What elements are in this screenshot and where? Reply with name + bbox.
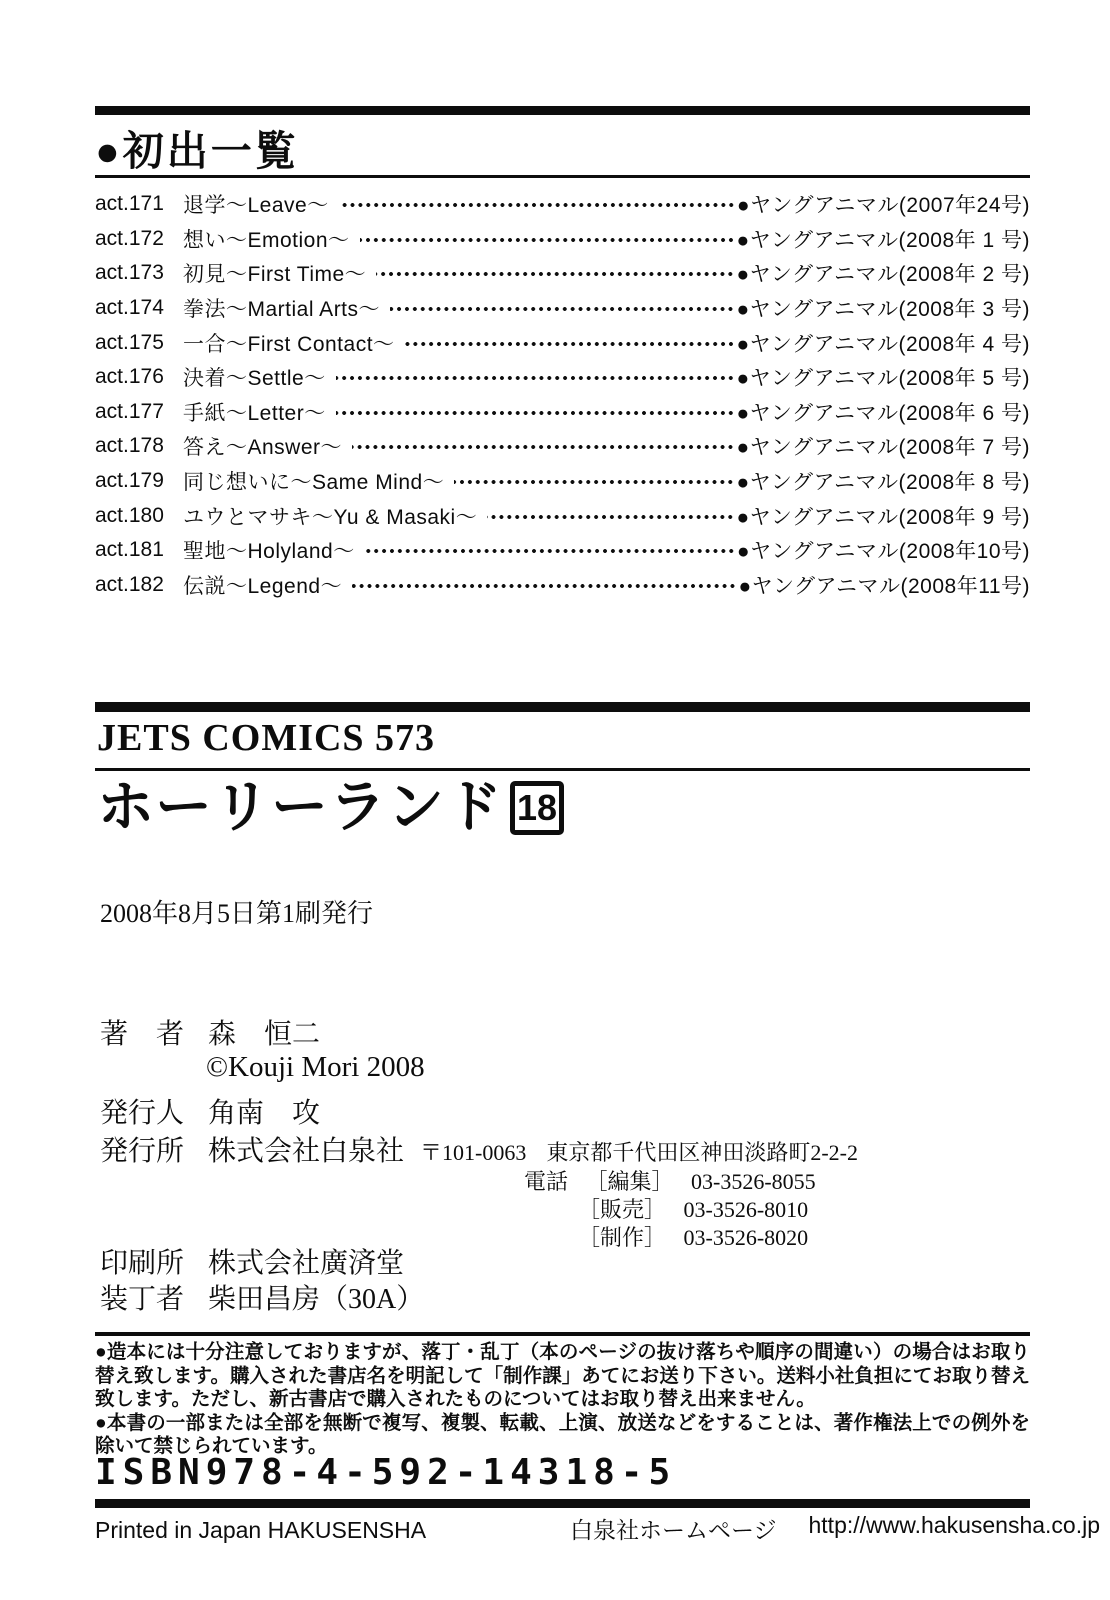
magazine-source <box>736 501 1030 531</box>
notice-paragraph: ●造本には十分注意しておりますが、落丁・乱丁（本のページの抜け落ちや順序の間違い）の場合はお取り替え致します。購入された書店名を明記して「制作課」あてにお送り下さい。送料小社負担にてお取り替え致します。ただし、新古書店で購入されたものについてはお取り替え出来ません。 <box>95 1342 1030 1411</box>
dot-leader <box>339 200 735 210</box>
top-divider-bar <box>95 106 1030 115</box>
magazine-text: ヤングアニマル(2008年10号) <box>750 540 1030 564</box>
notice-rule <box>95 1332 1030 1336</box>
act-number: act.177 <box>95 399 164 423</box>
bullet-icon: ● <box>736 228 750 252</box>
chapter-row <box>95 395 1030 430</box>
magazine-text: ヤングアニマル(2008年 9 号) <box>749 505 1030 529</box>
tel-production-row <box>578 1221 808 1252</box>
series-imprint: JETS COMICS 573 <box>97 717 436 759</box>
designer-label: 装丁者 <box>100 1284 185 1315</box>
homepage-url: http://www.hakusensha.co.jp <box>808 1512 1100 1538</box>
dot-leader <box>405 339 735 349</box>
act-number: act.178 <box>95 434 164 458</box>
dot-leader <box>454 477 734 487</box>
tel-dept: ［販売］ <box>578 1197 667 1222</box>
magazine-text: ヤングアニマル(2008年 5 号) <box>749 367 1030 391</box>
printer-label: 印刷所 <box>100 1248 185 1279</box>
magazine-text: ヤングアニマル(2008年11号) <box>751 574 1030 598</box>
tel-number: 03-3526-8010 <box>683 1197 809 1222</box>
printed-in-japan: Printed in Japan HAKUSENSHA <box>95 1517 427 1543</box>
designer-name: 柴田昌房（30A） <box>208 1284 425 1315</box>
isbn: ISBN978-4-592-14318-5 <box>95 1452 677 1493</box>
bullet-icon: ● <box>736 367 750 391</box>
bullet-icon: ● <box>736 263 750 287</box>
tel-number: 03-3526-8020 <box>683 1225 809 1250</box>
act-number: act.174 <box>95 296 164 320</box>
magazine-source <box>736 293 1030 323</box>
dot-leader <box>376 269 734 279</box>
bullet-icon: ● <box>736 505 750 529</box>
chapter-title: 同じ想いに～Same Mind～ <box>183 471 445 495</box>
chapter-row <box>95 325 1030 360</box>
volume-badge: 18 <box>510 781 564 835</box>
magazine-source <box>736 258 1030 288</box>
tel-editorial-row <box>524 1165 816 1196</box>
dot-leader <box>336 373 735 383</box>
tel-number: 03-3526-8055 <box>691 1169 816 1194</box>
publisher-label: 発行所 <box>100 1136 185 1167</box>
chapter-title: ユウとマサキ～Yu & Masaki～ <box>183 505 478 529</box>
chapter-row <box>95 429 1030 464</box>
printer-name: 株式会社廣済堂 <box>208 1248 405 1279</box>
chapter-title: 手紙～Letter～ <box>183 401 326 425</box>
chapter-row <box>95 222 1030 257</box>
dot-leader <box>487 512 734 522</box>
magazine-text: ヤングアニマル(2008年 1 号) <box>749 228 1030 252</box>
magazine-text: ヤングアニマル(2008年 7 号) <box>749 436 1030 460</box>
chapter-title: 初見～First Time～ <box>183 263 367 287</box>
publisher-row <box>100 1129 858 1169</box>
issuer-label: 発行人 <box>100 1098 185 1129</box>
act-number: act.180 <box>95 503 164 527</box>
magazine-source <box>736 224 1030 254</box>
dot-leader <box>352 442 734 452</box>
series-rule <box>95 768 1030 771</box>
act-number: act.171 <box>95 192 164 216</box>
magazine-text: ヤングアニマル(2008年 2 号) <box>749 263 1030 287</box>
bullet-icon: ● <box>736 436 750 460</box>
magazine-source <box>736 466 1030 496</box>
chapter-title: 決着～Settle～ <box>183 367 326 391</box>
chapter-title: 拳法～Martial Arts～ <box>183 298 381 322</box>
sources-heading <box>95 118 299 177</box>
book-title: ホーリーランド <box>97 775 503 839</box>
act-number: act.176 <box>95 365 164 389</box>
chapter-row <box>95 568 1030 603</box>
printer-row <box>100 1241 404 1281</box>
bottom-divider-bar <box>95 1499 1030 1508</box>
heading-rule <box>95 175 1030 178</box>
act-number: act.173 <box>95 261 164 285</box>
publisher-address: 東京都千代田区神田淡路町2-2-2 <box>546 1140 858 1165</box>
tel-dept: ［制作］ <box>578 1225 667 1250</box>
magazine-source <box>736 362 1030 392</box>
print-date: 2008年8月5日第1刷発行 <box>100 899 374 928</box>
postal-code: 〒101-0063 <box>420 1140 527 1165</box>
magazine-text: ヤングアニマル(2008年 4 号) <box>749 332 1030 356</box>
notice-paragraph: ●本書の一部または全部を無断で複写、複製、転載、上演、放送などをすることは、著作権法上での例外を除いて禁じられています。 <box>95 1412 1030 1458</box>
bullet-icon: ● <box>738 574 752 598</box>
dot-leader <box>365 546 735 556</box>
act-number: act.175 <box>95 330 164 354</box>
publisher-name: 株式会社白泉社 <box>208 1136 405 1167</box>
dot-leader <box>390 304 734 314</box>
bullet-icon: ● <box>736 332 750 356</box>
magazine-text: ヤングアニマル(2008年 6 号) <box>749 401 1030 425</box>
magazine-text: ヤングアニマル(2008年 8 号) <box>749 471 1030 495</box>
author-label: 著 者 <box>100 1019 185 1050</box>
designer-row <box>100 1277 424 1317</box>
homepage-group <box>570 1512 1100 1545</box>
author-name: 森 恒二 <box>208 1019 321 1050</box>
copyright-line: ©Kouji Mori 2008 <box>206 1051 425 1083</box>
middle-divider-bar <box>95 702 1030 712</box>
issuer-name: 角南 攻 <box>208 1098 321 1129</box>
chapter-title: 一合～First Contact～ <box>183 332 395 356</box>
magazine-source <box>736 328 1030 358</box>
chapter-title: 想い～Emotion～ <box>183 228 350 252</box>
chapter-row <box>95 498 1030 533</box>
sources-heading-text: 初出一覧 <box>122 128 299 174</box>
tel-label: 電話 <box>524 1169 569 1194</box>
tel-dept: ［編集］ <box>585 1169 674 1194</box>
chapter-title: 退学～Leave～ <box>183 194 329 218</box>
chapter-title: 伝説～Legend～ <box>183 574 343 598</box>
act-number: act.181 <box>95 538 164 562</box>
bullet-icon: ● <box>736 471 750 495</box>
dot-leader <box>352 581 736 591</box>
act-number: act.179 <box>95 469 164 493</box>
chapter-row <box>95 464 1030 499</box>
magazine-source <box>738 570 1030 600</box>
magazine-source <box>736 397 1030 427</box>
legal-notices <box>95 1341 1030 1459</box>
act-number: act.172 <box>95 226 164 250</box>
bullet-icon: ● <box>95 128 123 174</box>
bullet-icon: ● <box>736 194 751 218</box>
magazine-source <box>737 535 1030 565</box>
dot-leader <box>360 235 735 245</box>
footer-row <box>95 1512 1100 1545</box>
author-row <box>100 1012 320 1052</box>
chapter-row <box>95 360 1030 395</box>
magazine-text: ヤングアニマル(2008年 3 号) <box>749 298 1030 322</box>
bullet-icon: ● <box>736 540 751 564</box>
chapter-row <box>95 256 1030 291</box>
chapter-source-list <box>95 187 1030 602</box>
homepage-label: 白泉社ホームページ <box>569 1517 777 1543</box>
chapter-title: 答え～Answer～ <box>183 436 343 460</box>
chapter-row <box>95 291 1030 326</box>
act-number: act.182 <box>95 572 164 596</box>
dot-leader <box>336 408 735 418</box>
chapter-row <box>95 533 1030 568</box>
magazine-source <box>737 189 1030 219</box>
magazine-source <box>736 431 1030 461</box>
chapter-row <box>95 187 1030 222</box>
chapter-title: 聖地～Holyland～ <box>183 540 355 564</box>
book-title-row <box>97 775 564 839</box>
issuer-row <box>100 1091 320 1131</box>
tel-sales-row <box>578 1193 808 1224</box>
magazine-text: ヤングアニマル(2007年24号) <box>750 194 1030 218</box>
bullet-icon: ● <box>736 298 750 322</box>
bullet-icon: ● <box>736 401 750 425</box>
